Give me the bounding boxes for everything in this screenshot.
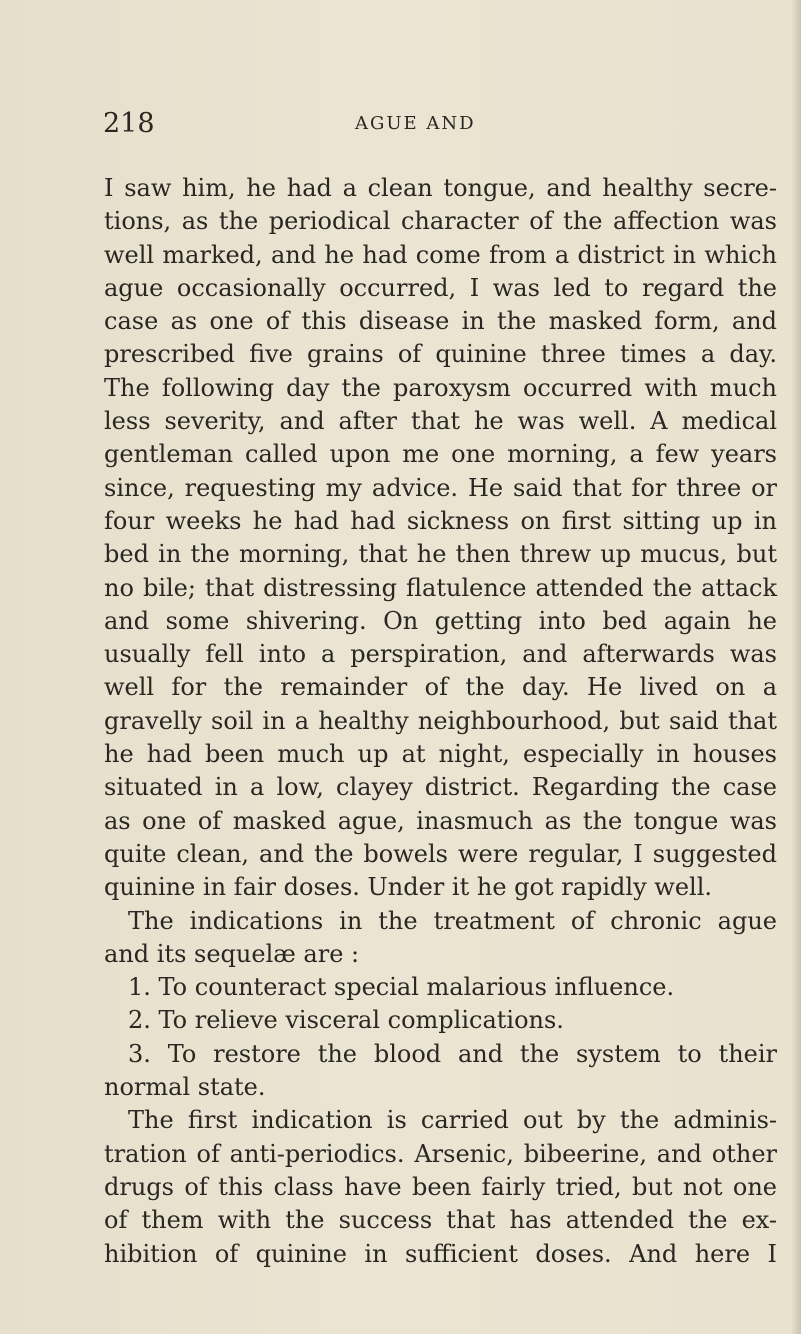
text-line: I saw him, he had a clean tongue, and healthy secre- <box>104 174 777 202</box>
page-edge-shadow <box>791 0 801 1334</box>
text-line: and its sequelæ are : <box>104 939 360 968</box>
body-text <box>104 172 777 1271</box>
text-line: prescribed five grains of quinine three times a day. <box>104 340 777 369</box>
text-line: quinine in fair doses. Under it he got rapidly well. <box>104 873 713 902</box>
text-line: he had been much up at night, especially in houses <box>104 740 777 769</box>
text-line: tration of anti-periodics. Arsenic, bibeerine, and other <box>104 1139 777 1168</box>
text-line: as one of masked ague, inasmuch as the tongue was <box>104 806 777 835</box>
text-line: hibition of quinine in sufficient doses. And here I <box>104 1239 777 1268</box>
text-line: and some shivering. On getting into bed again he <box>104 606 777 635</box>
text-line: case as one of this disease in the masked form, and <box>104 307 777 336</box>
text-line: since, requesting my advice. He said that for three or <box>104 473 777 502</box>
running-title: AGUE AND <box>355 113 476 134</box>
text-line: bed in the morning, that he then threw up mucus, but <box>104 540 777 569</box>
text-line: well marked, and he had come from a district in which <box>104 240 777 269</box>
running-head <box>103 104 775 144</box>
text-line: The first indication is carried out by the adminis- <box>128 1106 777 1135</box>
text-line: usually fell into a perspiration, and afterwards was <box>104 640 777 669</box>
text-line: The following day the paroxysm occurred with much <box>104 373 777 402</box>
text-line: The indications in the treatment of chronic ague <box>128 906 777 935</box>
list-item: 1. To counteract special malarious influence. <box>128 973 675 1002</box>
page-number: 218 <box>103 108 155 139</box>
text-line: quite clean, and the bowels were regular, I suggested <box>104 839 777 868</box>
text-line: situated in a low, clayey district. Regarding the case <box>104 773 777 802</box>
text-line: four weeks he had had sickness on first sitting up in <box>104 506 777 535</box>
text-line: gravelly soil in a healthy neighbourhood, but said that <box>104 706 777 735</box>
text-line: gentleman called upon me one morning, a few years <box>104 440 777 469</box>
text-line: less severity, and after that he was well. A medical <box>104 407 777 436</box>
list-item: 3. To restore the blood and the system to their <box>128 1039 777 1068</box>
text-line: normal state. <box>104 1073 266 1102</box>
text-line: drugs of this class have been fairly tried, but not one <box>104 1172 777 1201</box>
text-line: ague occasionally occurred, I was led to regard the <box>104 273 777 302</box>
text-line: no bile; that distressing flatulence attended the attack <box>104 573 777 602</box>
text-line: well for the remainder of the day. He lived on a <box>104 673 777 702</box>
list-item: 2. To relieve visceral complications. <box>128 1006 564 1035</box>
text-line: tions, as the periodical character of the affection was <box>104 207 777 236</box>
text-line: of them with the success that has attended the ex- <box>104 1206 777 1235</box>
